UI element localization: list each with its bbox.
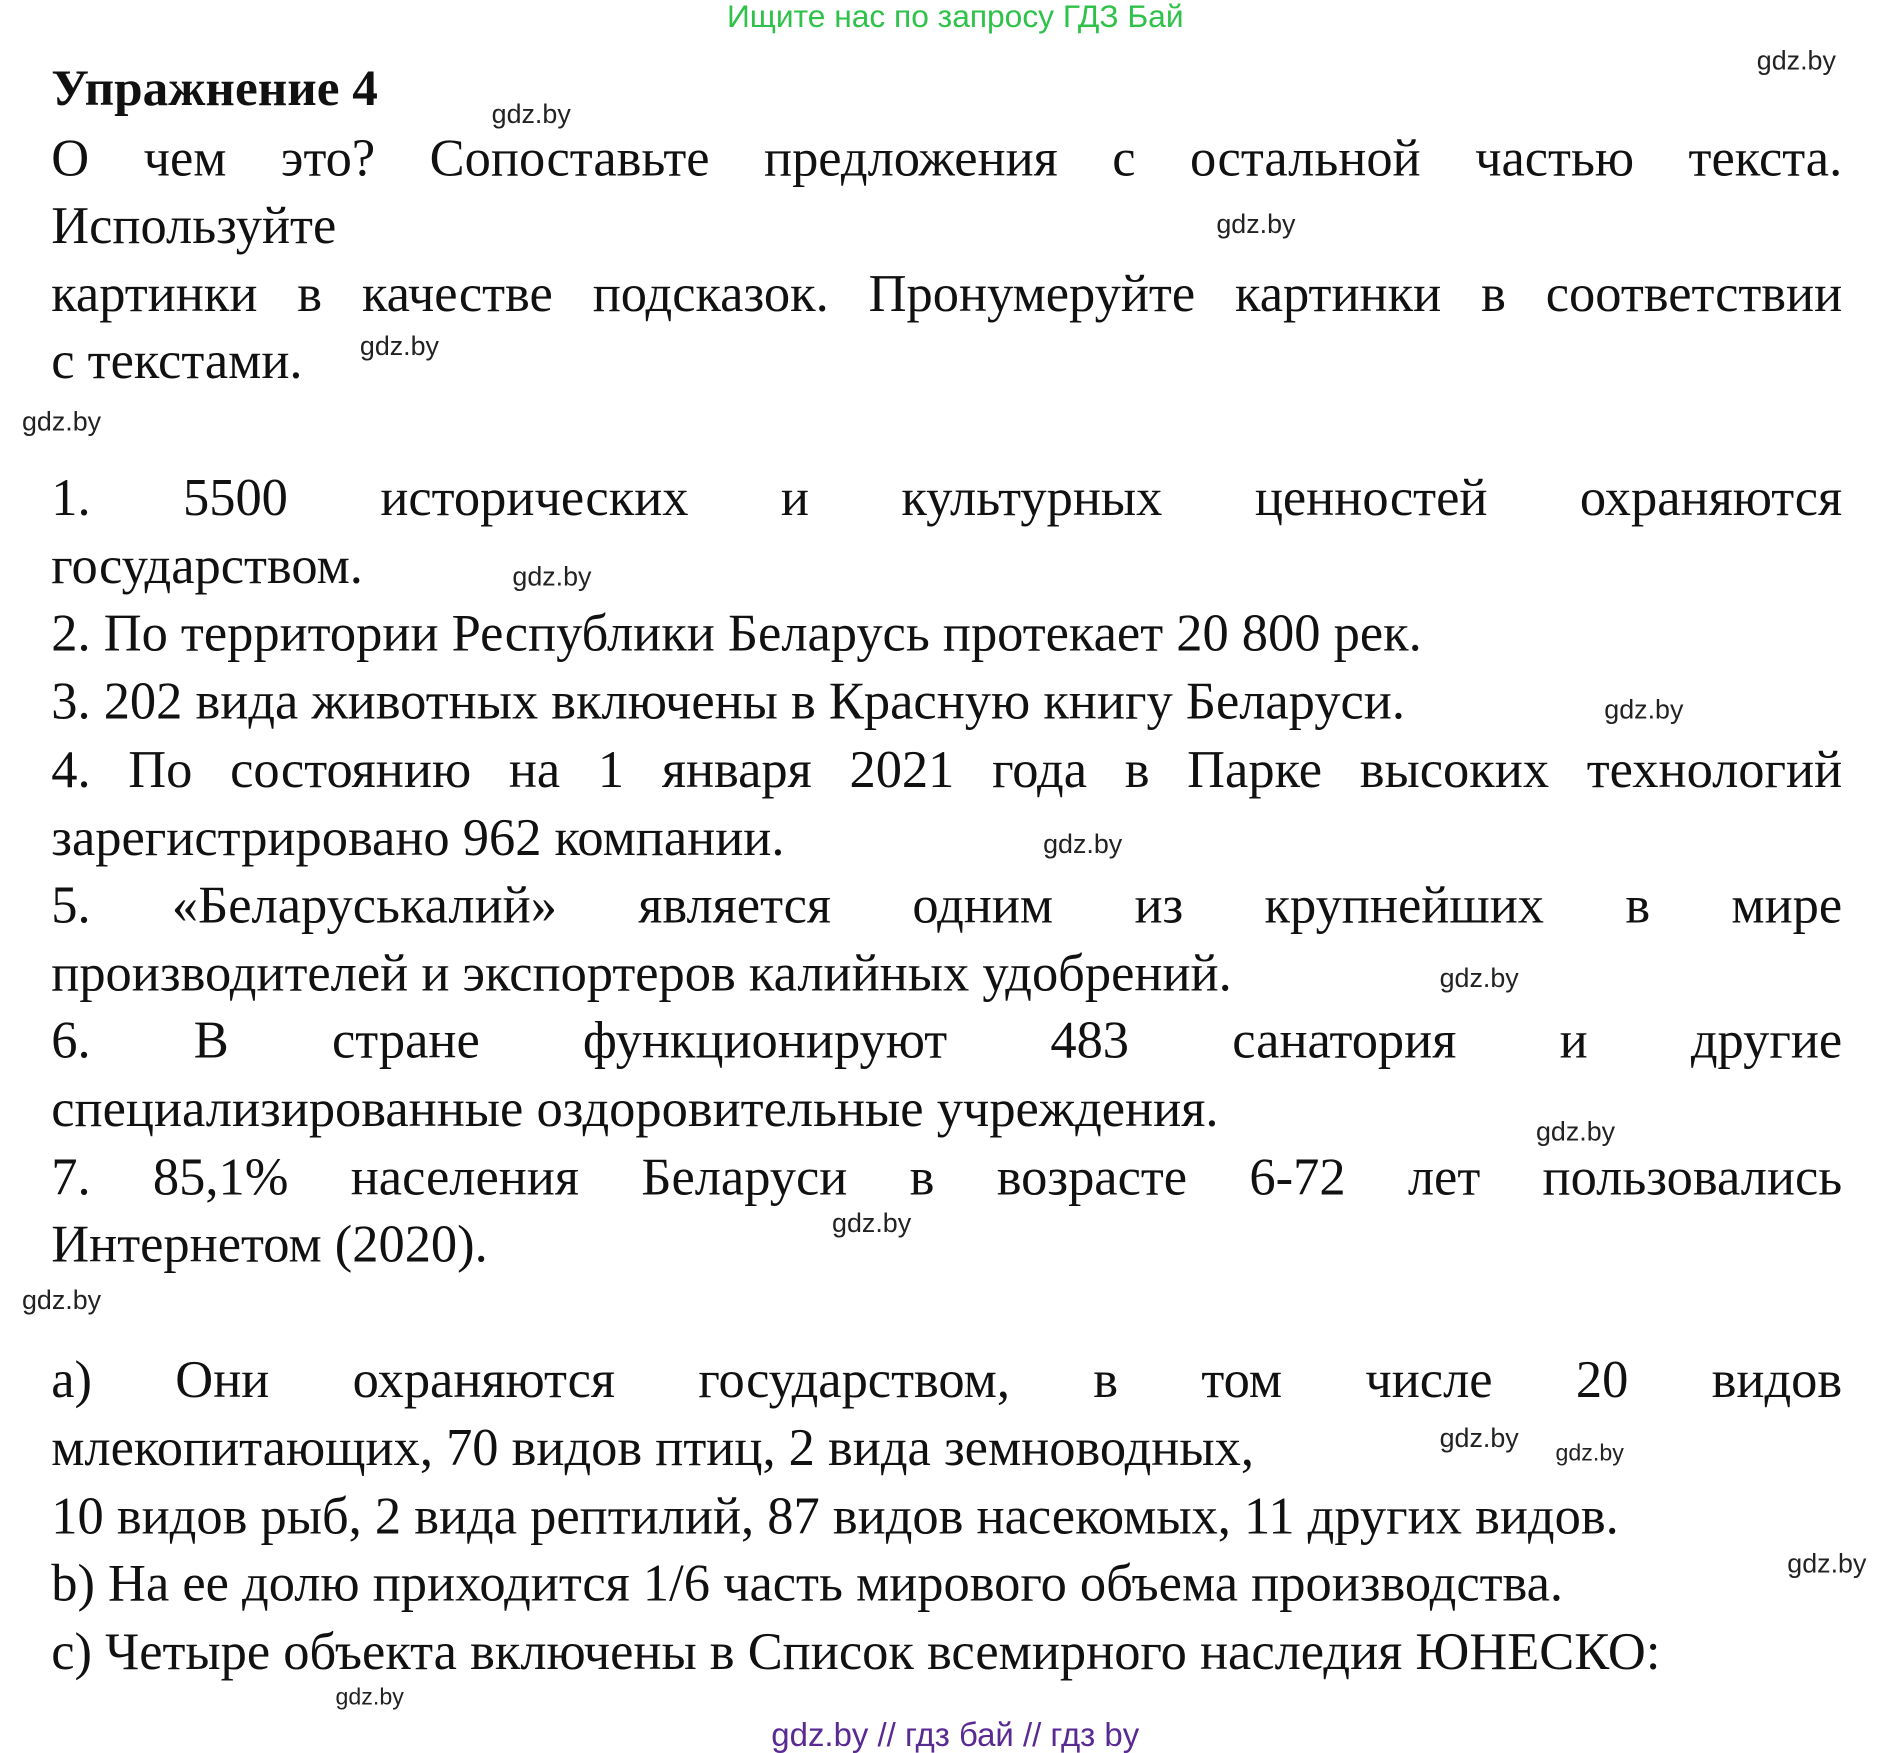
answer-line: 10 видов рыб, 2 вида рептилий, 87 видов насекомых, 11 других видов. bbox=[51, 1488, 1619, 1546]
watermark: gdz.by bbox=[335, 1684, 404, 1711]
exercise-title: Упражнение 4 bbox=[51, 61, 378, 118]
watermark: gdz.by bbox=[1439, 962, 1519, 994]
sentence-line: производителей и экспортеров калийных удобрений. bbox=[51, 945, 1232, 1003]
sentence-line: Интернетом (2020). bbox=[51, 1216, 488, 1274]
watermark: gdz.by bbox=[21, 1284, 102, 1316]
watermark: gdz.by bbox=[1787, 1548, 1867, 1579]
watermark: gdz.by bbox=[1555, 1440, 1624, 1467]
sentence-line: специализированные оздоровительные учреждения. bbox=[51, 1080, 1219, 1139]
sentence-line: 4. По состоянию на 1 января 2021 года в Парке высоких технологий bbox=[51, 741, 1843, 800]
watermark: gdz.by bbox=[512, 561, 592, 592]
watermark: gdz.by bbox=[1535, 1116, 1616, 1147]
sentence-line: зарегистрировано 962 компании. bbox=[51, 810, 785, 868]
sentence-line: 5. «Беларуськалий» является одним из крупнейших в мире bbox=[51, 877, 1843, 935]
answer-line: b) На ее долю приходится 1/6 часть мирового объема производства. bbox=[51, 1555, 1564, 1613]
instruction-line: О чем это? Сопоставьте предложения с остальной частью текста. bbox=[51, 130, 1843, 188]
search-hint-link[interactable]: Ищите нас по запросу ГДЗ Бай bbox=[726, 0, 1184, 35]
watermark: gdz.by bbox=[359, 330, 439, 362]
watermark: gdz.by bbox=[1604, 694, 1684, 725]
sentence-line: 2. По территории Республики Беларусь протекает 20 800 рек. bbox=[51, 605, 1422, 663]
watermark: gdz.by bbox=[1043, 828, 1123, 859]
sentence-line: 7. 85,1% населения Беларуси в возрасте 6-72 лет пользовались bbox=[51, 1149, 1843, 1207]
instruction-line: с текстами. bbox=[51, 333, 303, 391]
answer-line: c) Четыре объекта включены в Список всемирного наследия ЮНЕСКО: bbox=[51, 1623, 1661, 1682]
watermark: gdz.by bbox=[1439, 1422, 1519, 1454]
watermark: gdz.by bbox=[832, 1207, 912, 1239]
instruction-line: картинки в качестве подсказок. Пронумеруйте картинки в соответствии bbox=[51, 265, 1843, 324]
sentence-line: государством. bbox=[51, 538, 363, 596]
instruction-line: Используйте bbox=[51, 197, 337, 255]
watermark: gdz.by bbox=[21, 406, 102, 437]
answer-line: а) Они охраняются государством, в том числе 20 видов bbox=[51, 1351, 1843, 1410]
watermark: gdz.by bbox=[491, 98, 571, 130]
watermark: gdz.by bbox=[1216, 208, 1296, 240]
watermark: gdz.by bbox=[1756, 45, 1836, 76]
sentence-line: 3. 202 вида животных включены в Красную книгу Беларуси. bbox=[51, 673, 1405, 731]
sentence-line: 6. В стране функционируют 483 санатория и другие bbox=[51, 1012, 1843, 1070]
footer-link[interactable]: gdz.by // гдз бай // гдз by bbox=[771, 1716, 1140, 1753]
answer-line: млекопитающих, 70 видов птиц, 2 вида земноводных, bbox=[51, 1420, 1254, 1478]
sentence-line: 1. 5500 исторических и культурных ценностей охраняются bbox=[51, 469, 1843, 528]
